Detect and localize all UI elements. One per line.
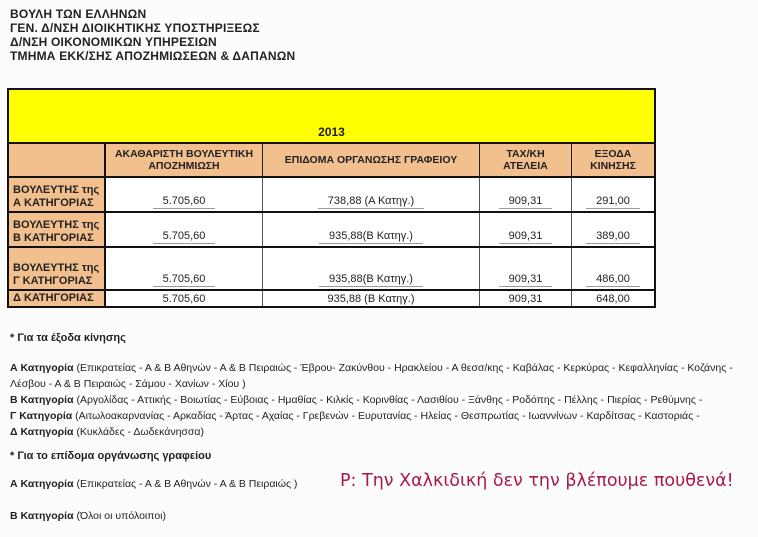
category-list: (Όλοι οι υπόλοιποι) bbox=[73, 510, 167, 522]
salary-table bbox=[7, 88, 656, 308]
cell-value: 5.705,60 bbox=[153, 195, 216, 209]
cell-gross bbox=[106, 213, 263, 246]
cell-office bbox=[263, 213, 480, 246]
cell-gross bbox=[106, 248, 263, 289]
office-note-line bbox=[10, 510, 166, 522]
category-list: (Επικρατείας - Α & Β Αθηνών - Α & Β Πειραιώς ) bbox=[73, 478, 298, 490]
cell-value: 909,31 bbox=[508, 293, 543, 305]
travel-note-line bbox=[10, 426, 204, 438]
cell-value: 5.705,60 bbox=[153, 273, 216, 287]
cell-value: 935,88(Β Κατηγ.) bbox=[319, 273, 423, 287]
row-label bbox=[9, 213, 106, 246]
cell-value: 5.705,60 bbox=[153, 230, 216, 244]
travel-notes-title: * Για τα έξοδα κίνησης bbox=[10, 332, 126, 344]
cell-postal bbox=[480, 248, 572, 289]
office-note-line bbox=[10, 478, 297, 490]
cell-value: 738,88 (Α Κατηγ.) bbox=[318, 195, 424, 209]
cell-value: 935,88 (Β Κατηγ.) bbox=[327, 293, 415, 305]
letterhead bbox=[10, 7, 295, 63]
column-header-postal: ΤΑΧ/ΚΗ ΑΤΕΛΕΙΑ bbox=[480, 144, 572, 176]
category-list: (Αργολίδας - Αττικής - Βοιωτίας - Εύβοιας - Ημαθίας - Κιλκίς - Κορινθίας - Λασιθίου - Ξάνθης - Ροδόπης - Πέλλης - Πιερίας - Ρεθύμνης - bbox=[73, 394, 703, 406]
letterhead-line: ΒΟΥΛΗ ΤΩΝ ΕΛΛΗΝΩΝ bbox=[10, 7, 147, 21]
cell-gross bbox=[106, 178, 263, 211]
row-label bbox=[9, 248, 106, 289]
category-label: Δ Κατηγορία bbox=[10, 426, 74, 438]
cell-office bbox=[263, 248, 480, 289]
travel-note-line bbox=[10, 394, 702, 406]
cell-value: 5.705,60 bbox=[162, 293, 206, 305]
column-header-travel: ΕΞΟΔΑ ΚΙΝΗΣΗΣ bbox=[590, 148, 636, 172]
letterhead-line: Δ/ΝΣΗ ΟΙΚΟΝΟΜΙΚΩΝ ΥΠΗΡΕΣΙΩΝ bbox=[10, 35, 217, 49]
row-label-line2: Δ ΚΑΤΗΓΟΡΙΑΣ bbox=[13, 292, 94, 305]
category-label: Α Κατηγορία bbox=[10, 362, 74, 374]
category-label: Γ Κατηγορία bbox=[10, 410, 73, 422]
table-row bbox=[9, 178, 654, 213]
cell-value: 291,00 bbox=[586, 195, 640, 209]
category-list: (Κυκλάδες - Δωδεκάνησσα) bbox=[73, 426, 204, 438]
category-list: (Αιτωλοακαρνανίας - Αρκαδίας - Άρτας - Αχαίας - Γρεβενών - Ευρυτανίας - Ηλείας - Θεσπρωτίας - Ιωαννίνων - Καρδίτσας - Καστοριάς - bbox=[72, 410, 700, 422]
travel-note-line bbox=[10, 362, 733, 374]
cell-postal bbox=[480, 178, 572, 211]
cell-value: 909,31 bbox=[499, 230, 553, 244]
table-header-row bbox=[9, 144, 654, 178]
row-label-line2: Α ΚΑΤΗΓΟΡΙΑΣ bbox=[13, 196, 94, 209]
row-label-line1: ΒΟΥΛΕΥΤΗΣ της bbox=[13, 184, 100, 196]
table-row bbox=[9, 213, 654, 248]
row-label-line2: Β ΚΑΤΗΓΟΡΙΑΣ bbox=[13, 231, 94, 244]
cell-office bbox=[263, 178, 480, 211]
column-header-empty bbox=[9, 144, 106, 176]
letterhead-line: ΤΜΗΜΑ ΕΚΚ/ΣΗΣ ΑΠΟΖΗΜΙΩΣΕΩΝ & ΔΑΠΑΝΩΝ bbox=[10, 49, 296, 63]
cell-value: 389,00 bbox=[586, 230, 640, 244]
category-label: Β Κατηγορία bbox=[10, 510, 74, 522]
row-label-line2: Γ ΚΑΤΗΓΟΡΙΑΣ bbox=[13, 274, 93, 287]
table-row bbox=[9, 291, 654, 306]
cell-postal bbox=[480, 291, 572, 306]
cell-value: 486,00 bbox=[586, 273, 640, 287]
year-label: 2013 bbox=[318, 125, 345, 139]
cell-postal bbox=[480, 213, 572, 246]
travel-note-line bbox=[10, 410, 700, 422]
category-list: (Επικρατείας - Α & Β Αθηνών - Α & Β Πειραιώς - Έβρου- Ζακύνθου - Ηρακλείου - Α θεσσ/κης - Καβάλας - Κερκύρας - Κεφαλληνίας - Κοζάνης - bbox=[73, 362, 733, 374]
cell-office bbox=[263, 291, 480, 306]
cell-travel bbox=[572, 178, 654, 211]
row-label bbox=[9, 178, 106, 211]
cell-value: 648,00 bbox=[596, 293, 630, 305]
table-row bbox=[9, 248, 654, 291]
column-header-gross: ΑΚΑΘΑΡΙΣΤΗ ΒΟΥΛΕΥΤΙΚΗ ΑΠΟΖΗΜΙΩΣΗ bbox=[106, 144, 263, 176]
category-label: Α Κατηγορία bbox=[10, 478, 74, 490]
year-band bbox=[9, 90, 654, 144]
cell-value: 935,88(Β Κατηγ.) bbox=[319, 230, 423, 244]
category-label: Β Κατηγορία bbox=[10, 394, 74, 406]
cell-value: 909,31 bbox=[499, 273, 553, 287]
row-label-line1: ΒΟΥΛΕΥΤΗΣ της bbox=[13, 219, 100, 231]
category-list: Λέσβου - Α & Β Πειραιώς - Σάμου - Χανίων - Χίου ) bbox=[10, 378, 246, 390]
letterhead-line: ΓΕΝ. Δ/ΝΣΗ ΔΙΟΙΚΗΤΙΚΗΣ ΥΠΟΣΤΗΡΙΞΕΩΣ bbox=[10, 21, 260, 35]
cell-travel bbox=[572, 291, 654, 306]
row-label-line1: ΒΟΥΛΕΥΤΗΣ της bbox=[13, 262, 100, 274]
handwritten-annotation: Ρ: Την Χαλκιδική δεν την βλέπουμε πουθενά! bbox=[340, 471, 734, 491]
cell-travel bbox=[572, 248, 654, 289]
office-notes-title: * Για το επίδομα οργάνωσης γραφείου bbox=[10, 450, 212, 462]
column-header-office: ΕΠΙΔΟΜΑ ΟΡΓΑΝΩΣΗΣ ΓΡΑΦΕΙΟΥ bbox=[263, 144, 480, 176]
travel-note-line bbox=[10, 378, 246, 390]
cell-gross bbox=[106, 291, 263, 306]
cell-travel bbox=[572, 213, 654, 246]
cell-value: 909,31 bbox=[499, 195, 553, 209]
row-label bbox=[9, 291, 106, 306]
